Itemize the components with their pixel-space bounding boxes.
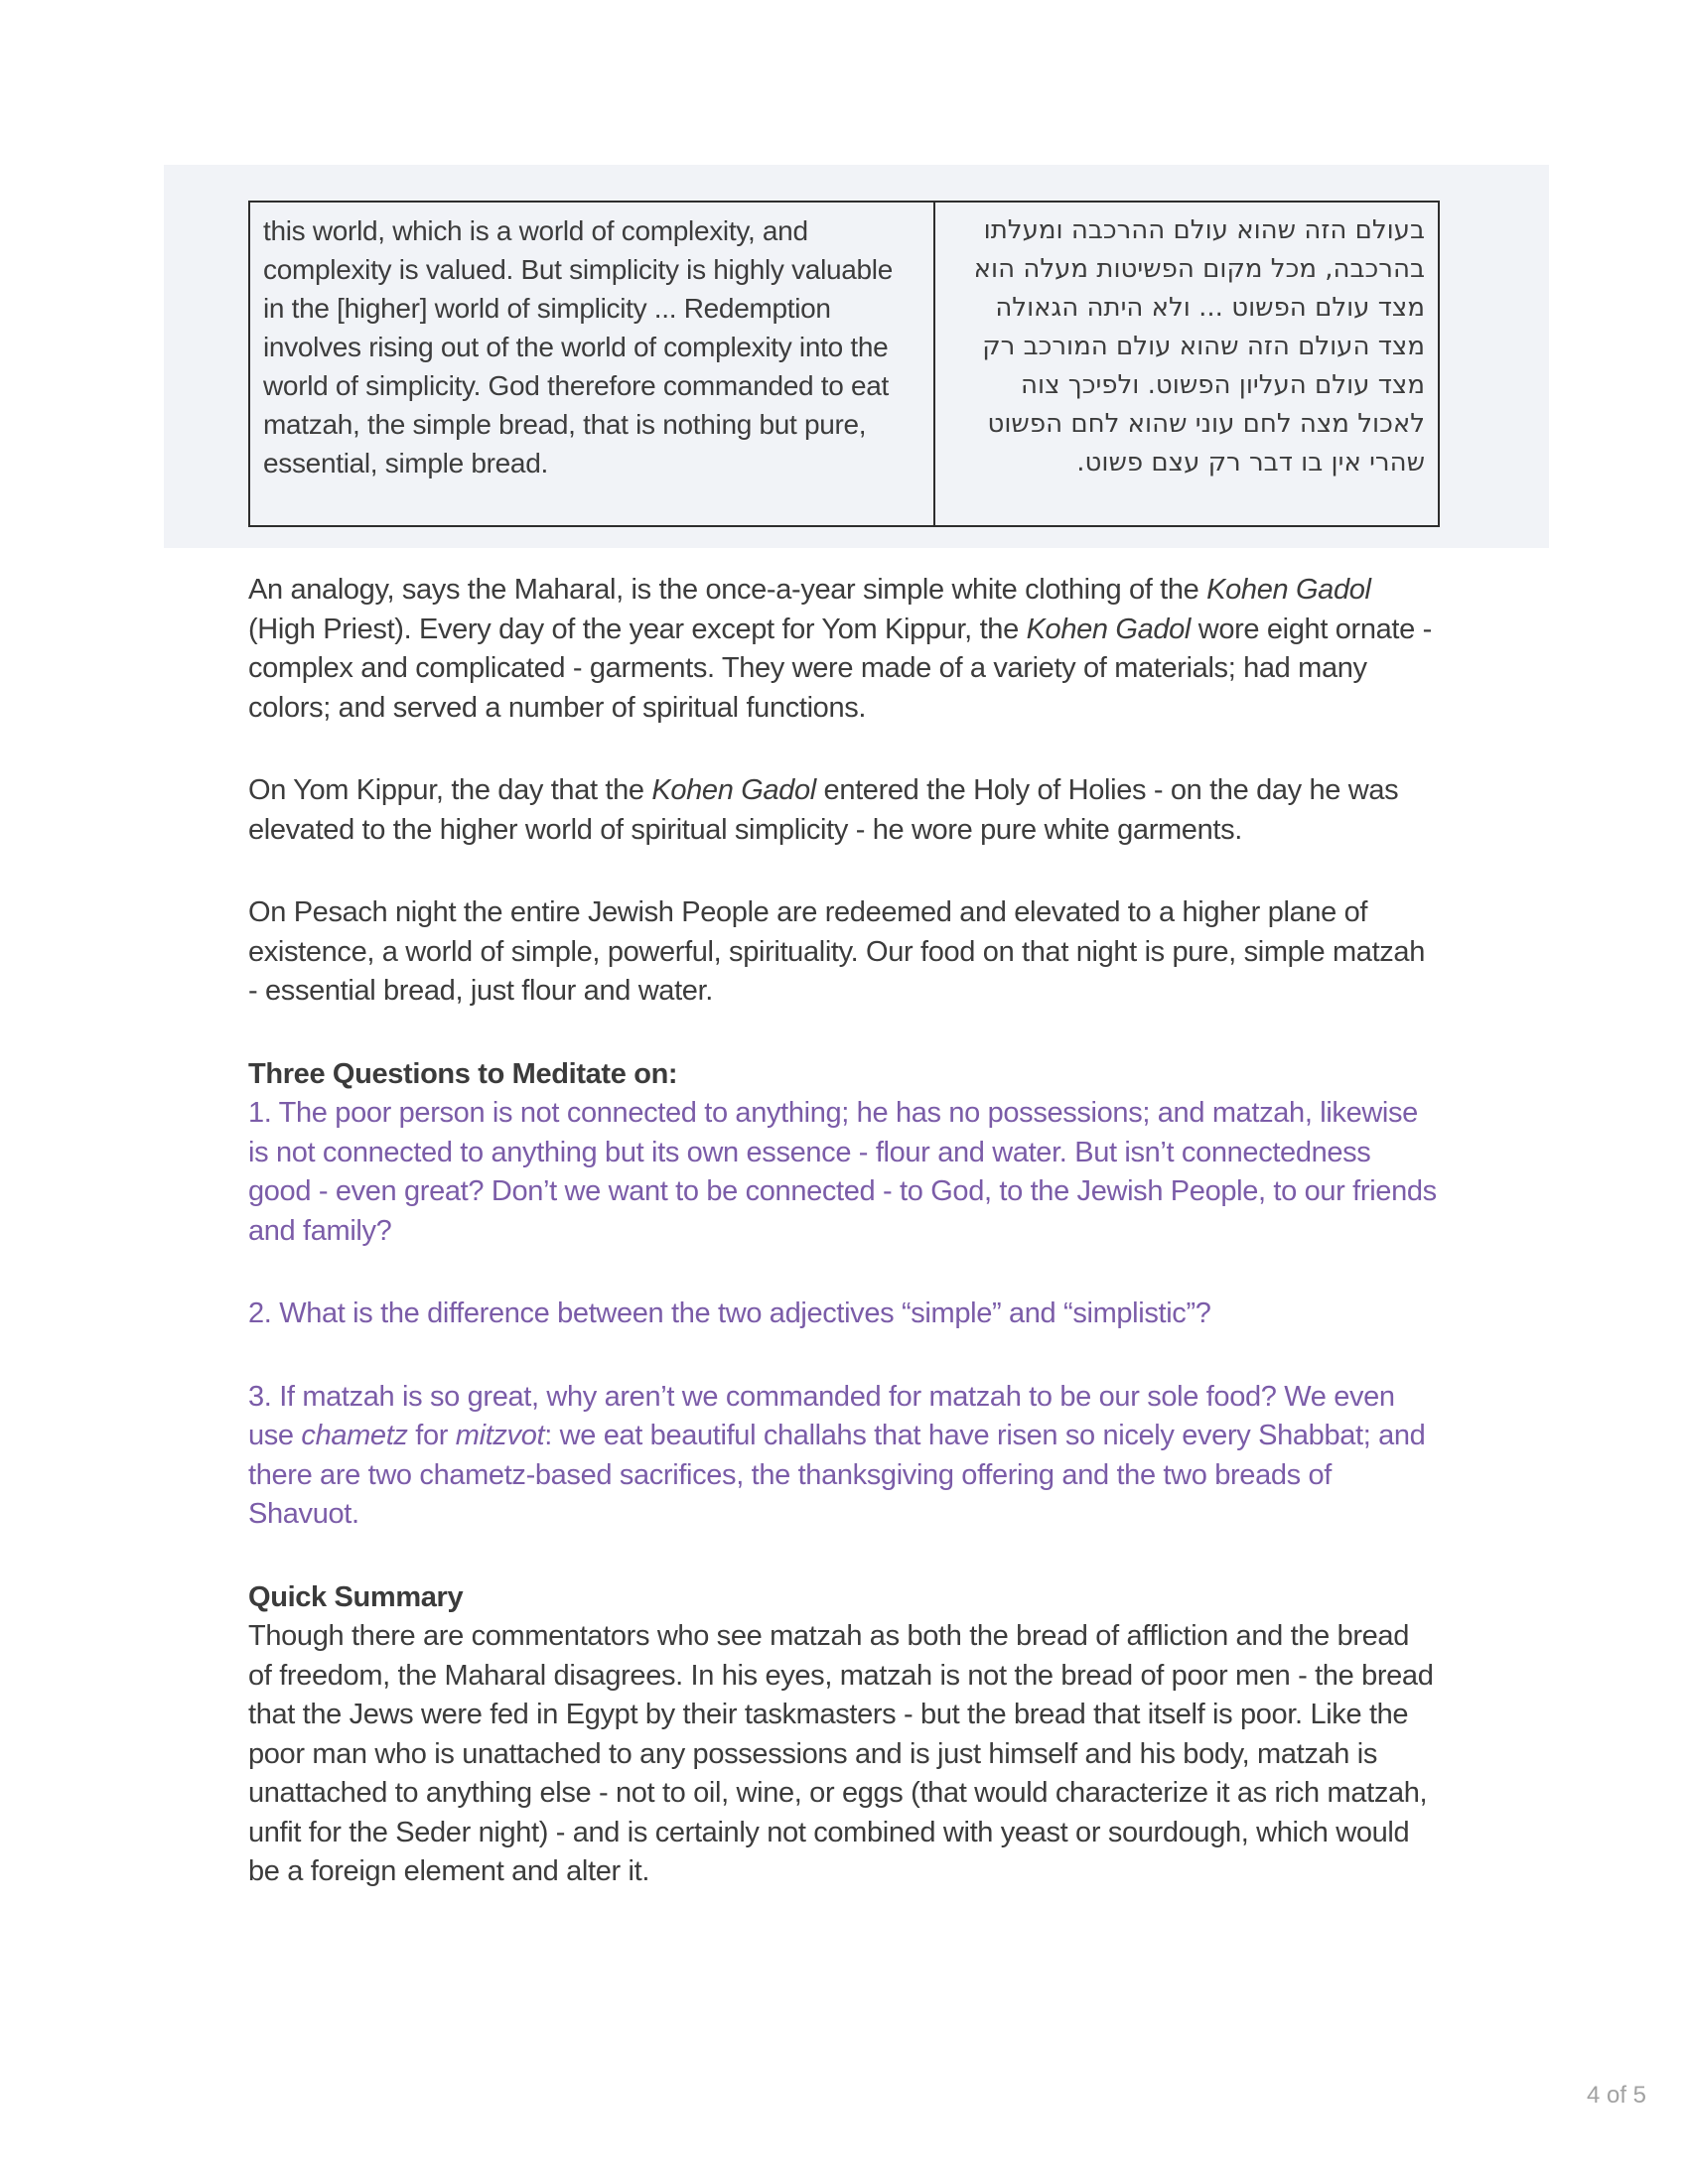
page-number: 4 of 5: [1586, 2082, 1646, 2109]
question-2: 2. What is the difference between the two adjectives “simple” and “simplistic”?: [248, 1297, 1211, 1329]
quote-highlight-band: [164, 165, 1549, 548]
document-body: [248, 571, 1437, 1936]
quote-english-cell: this world, which is a world of complexity, and complexity is valued. But simplicity is highly valuable in the [higher] world of simplicity ... Redemption involves rising out of the world of complexity into the world of simplicity. God therefore commanded to eat matzah, the simple bread, that is nothing but pure, essential, simple bread.: [263, 215, 893, 478]
question-3: 3. If matzah is so great, why aren’t we commanded for matzah to be our sole food? We even use chametz for mitzvot: we eat beautiful challahs that have risen so nicely every Shabbat; and there are two chametz-based sacrifices, the thanksgiving offering and the two breads of Shavuot.: [248, 1380, 1426, 1530]
paragraph-analogy: An analogy, says the Maharal, is the once-a-year simple white clothing of the Kohen Gadol (High Priest). Every day of the year except for Yom Kippur, the Kohen Gadol wore eight ornate - complex and complicated - garments. They were made of a variety of materials; had many colors; and served a number of spiritual functions.: [248, 574, 1432, 724]
summary-heading: Quick Summary: [248, 1580, 464, 1613]
summary-paragraph: Though there are commentators who see matzah as both the bread of affliction and the bread of freedom, the Maharal disagrees. In his eyes, matzah is not the bread of poor men - the bread that the Jews were fed in Egypt by their taskmasters - but the bread that itself is poor. Like the poor man who is unattached to any possessions and is just himself and his body, matzah is unattached to anything else - not to oil, wine, or eggs (that would characterize it as rich matzah, unfit for the Seder night) - and is certainly not combined with yeast or sourdough, which would be a foreign element and alter it.: [248, 1620, 1434, 1887]
question-1: 1. The poor person is not connected to anything; he has no possessions; and matzah, likewise is not connected to anything but its own essence - flour and water. But isn’t connectedness good - even great? Don’t we want to be connected - to God, to the Jewish People, to our friends and family?: [248, 1097, 1437, 1247]
paragraph-pesach: On Pesach night the entire Jewish People are redeemed and elevated to a higher plane of existence, a world of simple, powerful, spirituality. Our food on that night is pure, simple matzah - essential bread, just flour and water.: [248, 896, 1425, 1007]
quote-table: [248, 201, 1440, 527]
paragraph-yom-kippur: On Yom Kippur, the day that the Kohen Gadol entered the Holy of Holies - on the day he was elevated to the higher world of spiritual simplicity - he wore pure white garments.: [248, 774, 1399, 846]
questions-heading: Three Questions to Meditate on:: [248, 1057, 678, 1090]
quote-hebrew-cell: בעולם הזה שהוא עולם ההרכבה ומעלתו בהרכבה, מכל מקום הפשיטות מעלה הוא מצד עולם הפשוט ... ולא היתה הגאולה מצד העולם הזה שהוא עולם המורכב רק מצד עולם העליון הפשוט. ולפיכך צוה לאכול מצה לחם עוני שהוא לחם הפשוט שהרי אין בו דבר רק עצם פשוט.: [933, 203, 1438, 525]
